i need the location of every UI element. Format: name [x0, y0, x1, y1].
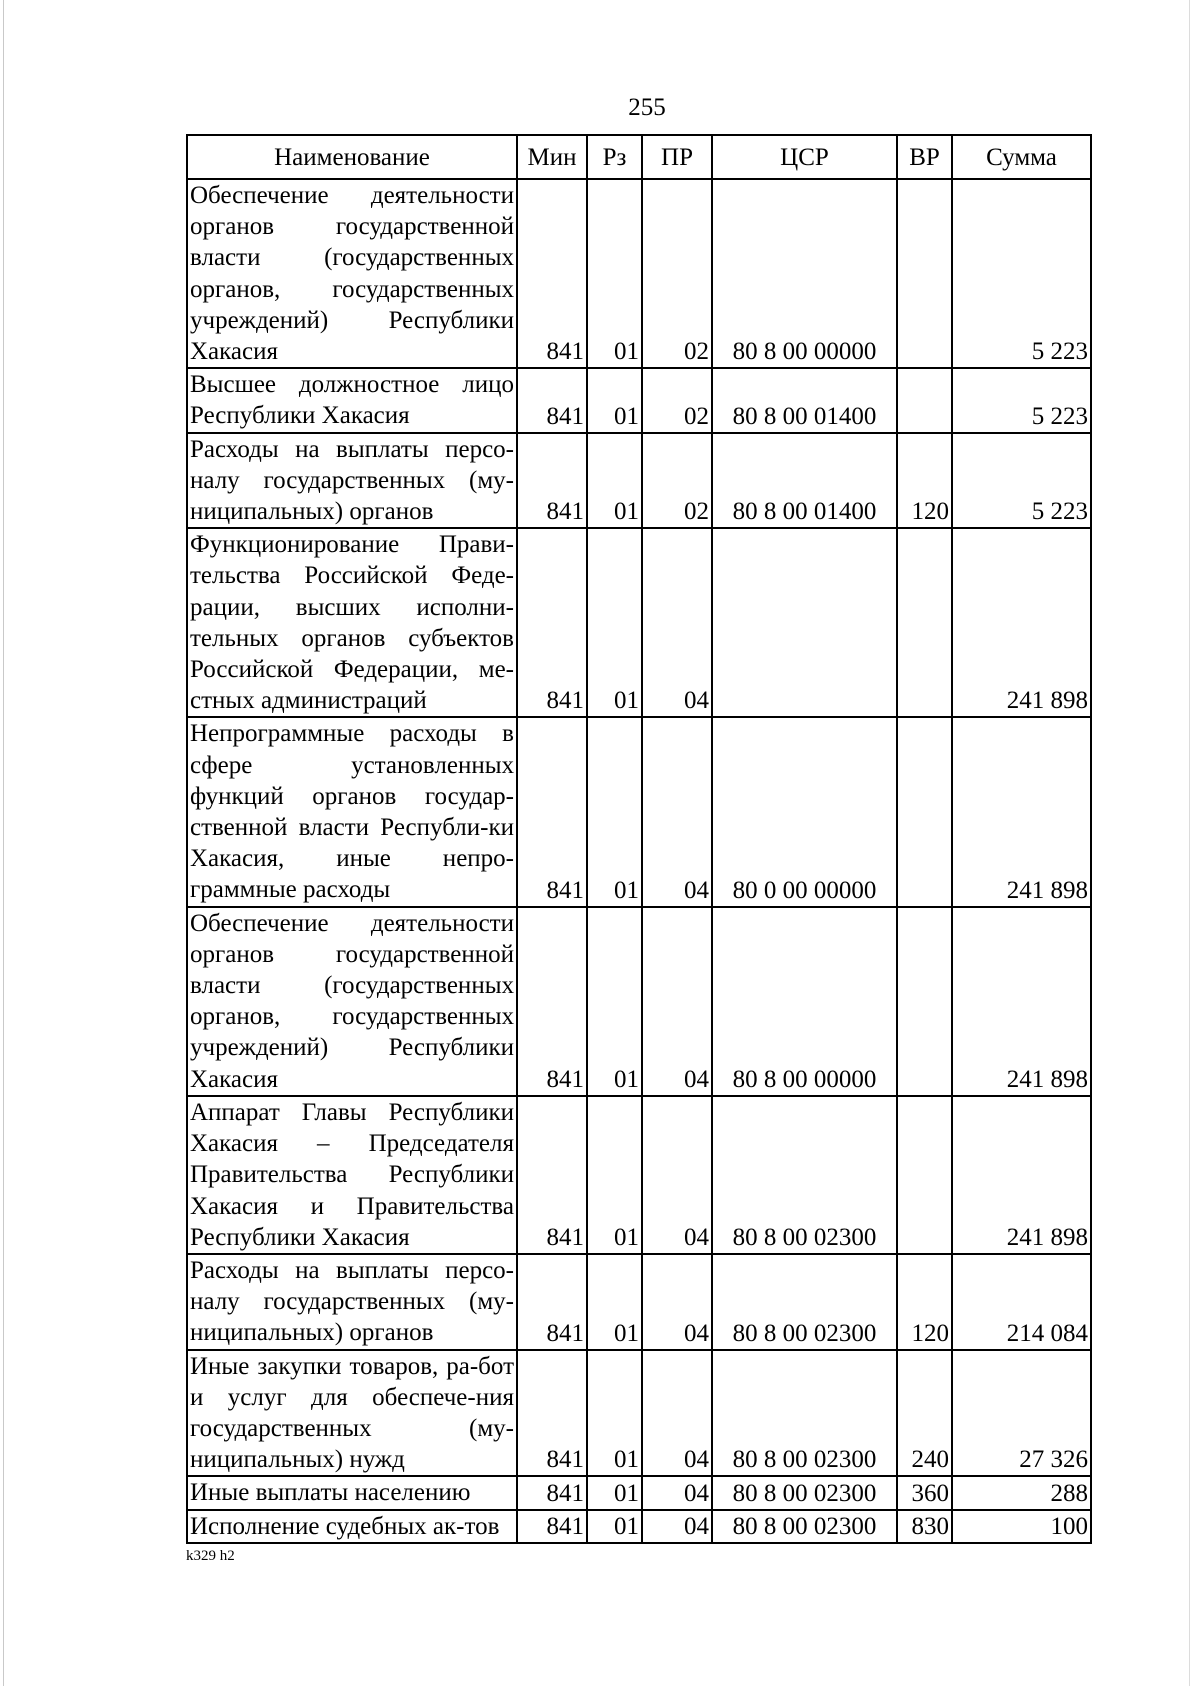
- row-sum: 5 223: [952, 368, 1091, 432]
- row-csr: 80 8 00 00000: [712, 907, 897, 1096]
- column-header-pr: ПР: [642, 135, 712, 179]
- row-csr: 80 8 00 02300: [712, 1350, 897, 1477]
- row-min: 841: [517, 528, 587, 717]
- row-vr: 120: [897, 1254, 952, 1350]
- scan-edge-line: [3, 0, 4, 1686]
- row-name: Непрограммные расходы в сфере установленных функций органов государ-ственной власти Республи-ки Хакасия, иные непро-граммные расходы: [187, 717, 517, 906]
- row-rz: 01: [587, 1350, 642, 1477]
- row-name: Исполнение судебных ак-тов: [187, 1510, 517, 1543]
- row-rz: 01: [587, 368, 642, 432]
- row-name: Функционирование Прави-тельства Российской Феде-рации, высших исполни-тельных органов субъектов Российской Федерации, ме-стных администраций: [187, 528, 517, 717]
- column-header-sum: Сумма: [952, 135, 1091, 179]
- column-header-csr: ЦСР: [712, 135, 897, 179]
- row-sum: 288: [952, 1476, 1091, 1509]
- row-csr: 80 8 00 02300: [712, 1510, 897, 1543]
- row-sum: 100: [952, 1510, 1091, 1543]
- row-min: 841: [517, 368, 587, 432]
- table-row: [187, 179, 1091, 368]
- row-vr: 240: [897, 1350, 952, 1477]
- row-pr: 04: [642, 1510, 712, 1543]
- row-min: 841: [517, 1476, 587, 1509]
- row-name: Иные выплаты населению: [187, 1476, 517, 1509]
- row-min: 841: [517, 907, 587, 1096]
- row-pr: 02: [642, 368, 712, 432]
- row-vr: [897, 1096, 952, 1254]
- table-row: [187, 433, 1091, 529]
- row-vr: 830: [897, 1510, 952, 1543]
- row-pr: 04: [642, 1350, 712, 1477]
- row-sum: 27 326: [952, 1350, 1091, 1477]
- table-row: [187, 368, 1091, 432]
- row-sum: 214 084: [952, 1254, 1091, 1350]
- row-name: Расходы на выплаты персо-налу государственных (му-ниципальных) органов: [187, 1254, 517, 1350]
- row-rz: 01: [587, 1476, 642, 1509]
- row-vr: [897, 717, 952, 906]
- row-vr: 360: [897, 1476, 952, 1509]
- row-rz: 01: [587, 1096, 642, 1254]
- row-rz: 01: [587, 179, 642, 368]
- column-header-rz: Рз: [587, 135, 642, 179]
- row-pr: 02: [642, 179, 712, 368]
- row-min: 841: [517, 1254, 587, 1350]
- row-vr: [897, 179, 952, 368]
- table-row: [187, 528, 1091, 717]
- table-row: [187, 1476, 1091, 1509]
- row-vr: 120: [897, 433, 952, 529]
- table-header-row: [187, 135, 1091, 179]
- table-row: [187, 1254, 1091, 1350]
- row-csr: 80 8 00 02300: [712, 1476, 897, 1509]
- row-csr: [712, 528, 897, 717]
- table-row: [187, 1096, 1091, 1254]
- row-min: 841: [517, 433, 587, 529]
- row-pr: 04: [642, 1096, 712, 1254]
- row-pr: 04: [642, 717, 712, 906]
- row-csr: 80 8 00 01400: [712, 433, 897, 529]
- row-pr: 04: [642, 907, 712, 1096]
- column-header-min: Мин: [517, 135, 587, 179]
- row-sum: 241 898: [952, 717, 1091, 906]
- row-csr: 80 8 00 01400: [712, 368, 897, 432]
- row-name: Высшее должностное лицо Республики Хакасия: [187, 368, 517, 432]
- row-csr: 80 0 00 00000: [712, 717, 897, 906]
- row-sum: 241 898: [952, 1096, 1091, 1254]
- page-number: 255: [628, 94, 666, 121]
- row-min: 841: [517, 1350, 587, 1477]
- scan-edge-line: [1189, 0, 1190, 1686]
- row-vr: [897, 528, 952, 717]
- row-rz: 01: [587, 433, 642, 529]
- budget-table: [186, 134, 1092, 1544]
- row-pr: 02: [642, 433, 712, 529]
- row-rz: 01: [587, 717, 642, 906]
- row-vr: [897, 368, 952, 432]
- row-name: Обеспечение деятельности органов государственной власти (государственных органов, государственных учреждений) Республики Хакасия: [187, 907, 517, 1096]
- column-header-vr: ВР: [897, 135, 952, 179]
- row-rz: 01: [587, 1510, 642, 1543]
- table-row: [187, 1350, 1091, 1477]
- table-row: [187, 907, 1091, 1096]
- row-rz: 01: [587, 528, 642, 717]
- row-sum: 5 223: [952, 179, 1091, 368]
- row-csr: 80 8 00 02300: [712, 1096, 897, 1254]
- row-sum: 241 898: [952, 528, 1091, 717]
- row-rz: 01: [587, 907, 642, 1096]
- row-csr: 80 8 00 02300: [712, 1254, 897, 1350]
- row-pr: 04: [642, 1476, 712, 1509]
- row-pr: 04: [642, 528, 712, 717]
- row-min: 841: [517, 179, 587, 368]
- row-name: Обеспечение деятельности органов государственной власти (государственных органов, государственных учреждений) Республики Хакасия: [187, 179, 517, 368]
- table-row: [187, 717, 1091, 906]
- row-csr: 80 8 00 00000: [712, 179, 897, 368]
- row-min: 841: [517, 1096, 587, 1254]
- row-name: Расходы на выплаты персо-налу государственных (му-ниципальных) органов: [187, 433, 517, 529]
- column-header-name: Наименование: [187, 135, 517, 179]
- row-min: 841: [517, 717, 587, 906]
- row-sum: 241 898: [952, 907, 1091, 1096]
- row-name: Иные закупки товаров, ра-бот и услуг для обеспече-ния государственных (му-ниципальных) нужд: [187, 1350, 517, 1477]
- row-pr: 04: [642, 1254, 712, 1350]
- table-row: [187, 1510, 1091, 1543]
- row-vr: [897, 907, 952, 1096]
- row-min: 841: [517, 1510, 587, 1543]
- document-code: k329 h2: [186, 1548, 235, 1564]
- row-name: Аппарат Главы Республики Хакасия – Председателя Правительства Республики Хакасия и Правительства Республики Хакасия: [187, 1096, 517, 1254]
- row-sum: 5 223: [952, 433, 1091, 529]
- row-rz: 01: [587, 1254, 642, 1350]
